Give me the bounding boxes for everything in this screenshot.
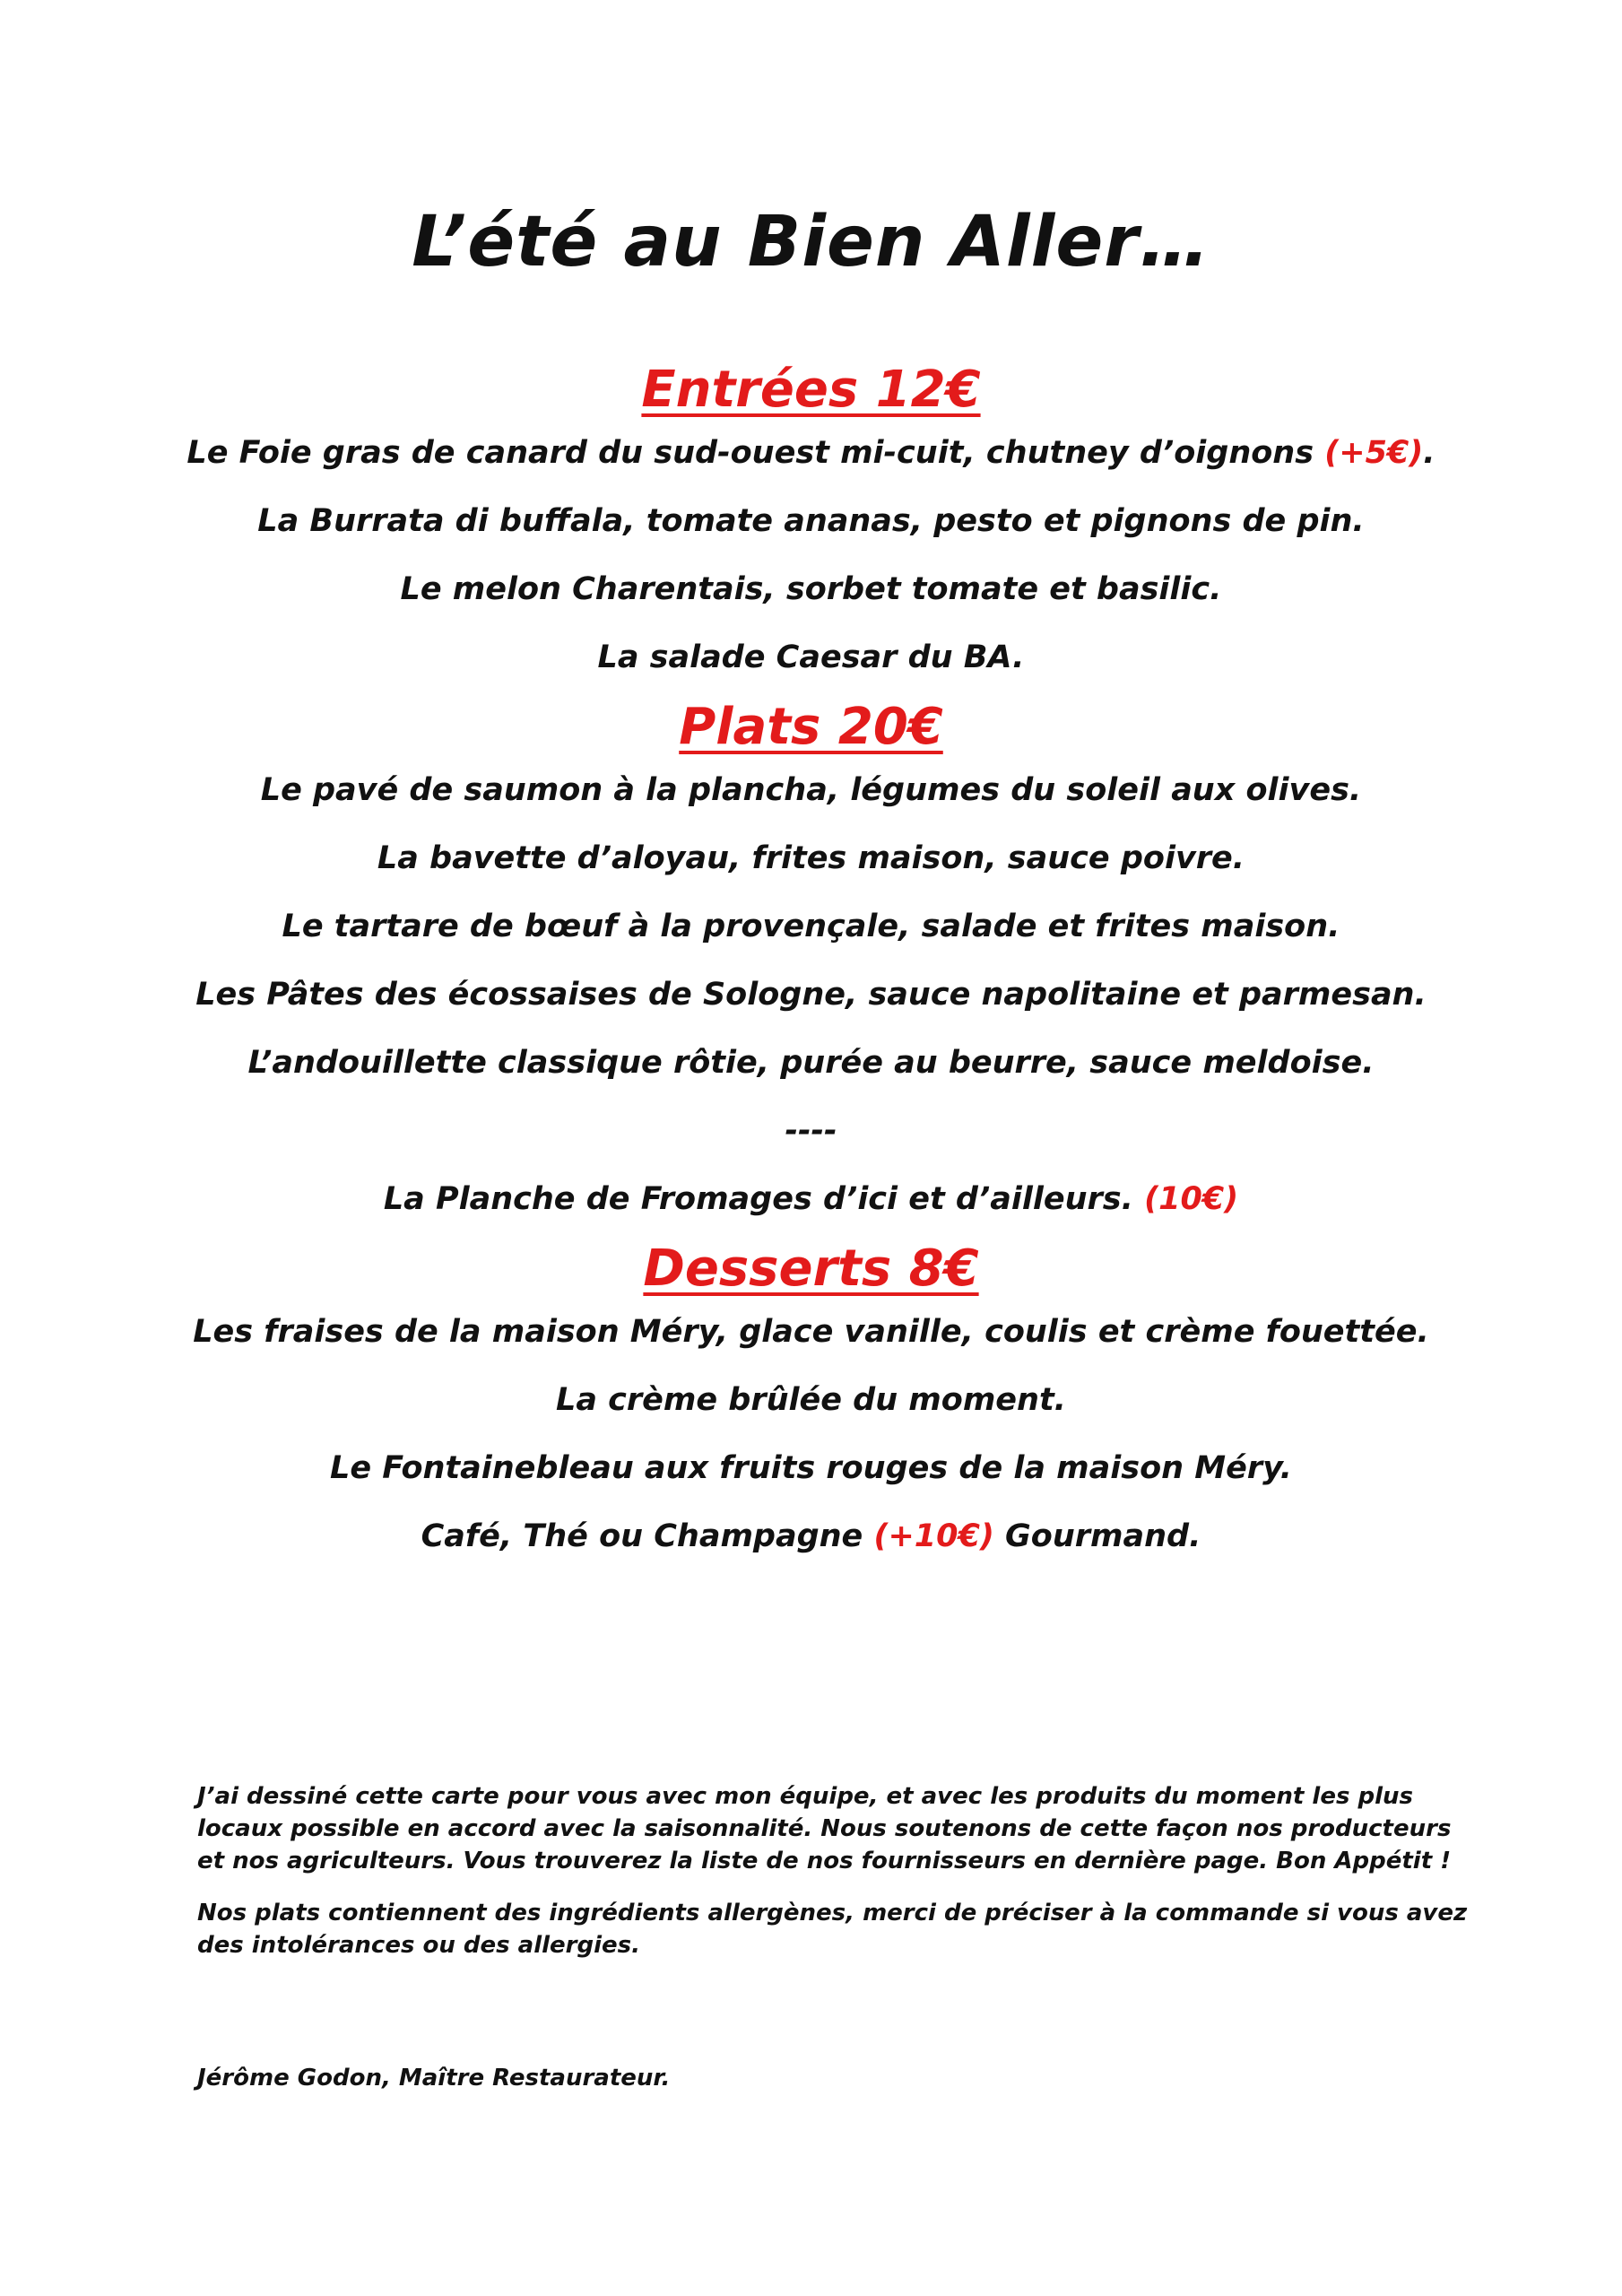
dish-item: La bavette d’aloyau, frites maison, sauce poivre. — [377, 840, 1245, 876]
dish-item: L’andouillette classique rôtie, purée au beurre, sauce meldoise. — [247, 1045, 1375, 1081]
section-plats — [0, 691, 1622, 1217]
section-entrees — [0, 354, 1622, 675]
dish-separator: ---- — [785, 1113, 837, 1149]
cheese-board-item: La Planche de Fromages d’ici et d’ailleurs. (10€) — [383, 1181, 1239, 1217]
section-desserts — [0, 1233, 1622, 1554]
dish-item: Le pavé de saumon à la plancha, légumes du soleil aux olives. — [260, 772, 1362, 808]
section-heading-plats: Plats 20€ — [679, 698, 943, 756]
menu-title: L’été au Bien Aller… — [412, 202, 1210, 283]
section-heading-entrees: Entrées 12€ — [641, 361, 981, 419]
dish-item: Les fraises de la maison Méry, glace vanille, coulis et crème fouettée. — [193, 1314, 1429, 1350]
dish-item: La Burrata di buffala, tomate ananas, pesto et pignons de pin. — [257, 503, 1365, 539]
dish-item: Le Fontainebleau aux fruits rouges de la maison Méry. — [330, 1450, 1292, 1486]
signature: Jérôme Godon, Maître Restaurateur. — [197, 2065, 671, 2092]
dish-item: Le Foie gras de canard du sud-ouest mi-cuit, chutney d’oignons (+5€). — [186, 435, 1436, 471]
section-heading-desserts: Desserts 8€ — [643, 1239, 979, 1298]
menu-notes — [197, 1780, 1470, 1981]
dish-item: La crème brûlée du moment. — [556, 1382, 1066, 1418]
dish-item: Le melon Charentais, sorbet tomate et basilic. — [400, 571, 1222, 607]
dish-item: Les Pâtes des écossaises de Sologne, sauce napolitaine et parmesan. — [195, 977, 1427, 1013]
dish-item: Café, Thé ou Champagne (+10€) Gourmand. — [421, 1518, 1201, 1554]
note-paragraph-sourcing: J’ai dessiné cette carte pour vous avec mon équipe, et avec les produits du moment les plus locaux possible en accord avec la saisonnalité. Nous soutenons de cette façon nos producteurs et nos agriculteurs. Vous trouverez la liste de nos fournisseurs en dernière page. Bon Appétit ! — [197, 1783, 1452, 1874]
note-paragraph-allergens: Nos plats contiennent des ingrédients allergènes, merci de préciser à la commande si vous avez des intolérances ou des allergies. — [197, 1900, 1468, 1959]
menu-body — [0, 354, 1622, 1570]
dish-item: La salade Caesar du BA. — [597, 639, 1025, 675]
dish-item: Le tartare de bœuf à la provençale, salade et frites maison. — [282, 909, 1340, 944]
